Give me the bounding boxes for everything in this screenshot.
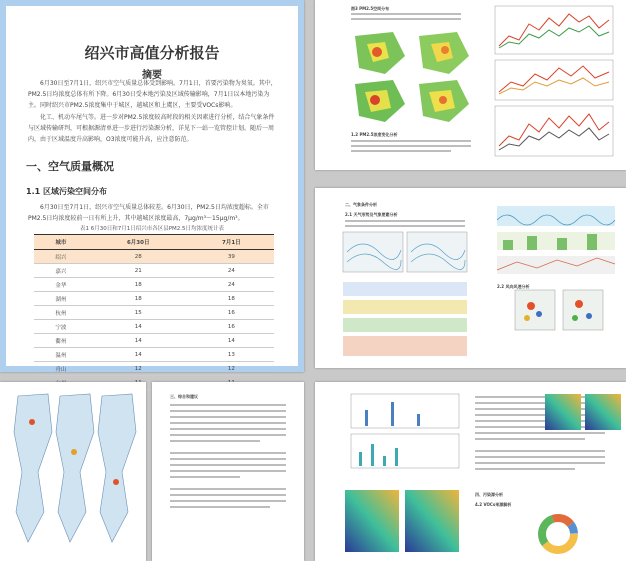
report-page-6[interactable]	[315, 382, 626, 561]
cell-city: 湖州	[34, 292, 88, 306]
cell-value: 16	[189, 320, 274, 334]
pm25-table	[34, 234, 274, 390]
bar-charts-figure	[351, 394, 461, 474]
donut-chart	[523, 510, 593, 558]
table-header-row	[34, 235, 274, 250]
cell-city: 嘉兴	[34, 264, 88, 278]
map-panel	[355, 80, 405, 122]
cell-value: 14	[88, 334, 189, 348]
map-panel	[419, 80, 469, 122]
page2-section-text: 1.2 PM2.5浓度变化分析	[351, 132, 398, 137]
table-caption: 表1 6月30日和7月1日绍兴市各区县PM2.5日均浓度统计表	[79, 226, 225, 232]
page2-header-text: 图3 PM2.5空间分布	[351, 6, 390, 11]
section-1-heading: 一、空气质量概况	[26, 160, 114, 173]
cell-value: 12	[88, 362, 189, 376]
table-row	[34, 306, 274, 320]
section-1-1-heading: 1.1 区域污染空间分布	[26, 187, 107, 196]
page7-sub-text: 4.2 VOCs来源解析	[475, 502, 512, 507]
cell-value: 39	[189, 250, 274, 264]
cell-city: 绍兴	[34, 250, 88, 264]
report-page-3[interactable]	[315, 188, 626, 368]
map-panel	[419, 32, 469, 74]
page3-sub-text: 2.1 天气形势及气象要素分析	[345, 212, 398, 217]
page3-section-text: 二、气象条件分析	[345, 202, 377, 207]
table-row	[34, 320, 274, 334]
regional-maps-figure	[8, 392, 138, 552]
table-row	[34, 348, 274, 362]
map-panel	[355, 32, 405, 74]
table-row	[34, 264, 274, 278]
abstract-heading: 摘要	[142, 70, 162, 81]
table-header-jul1: 7月1日	[189, 235, 274, 250]
report-title: 绍兴市高值分析报告	[84, 44, 220, 62]
report-page-4[interactable]	[0, 382, 146, 561]
cell-value: 14	[88, 320, 189, 334]
cell-value: 28	[88, 250, 189, 264]
cell-value: 18	[88, 278, 189, 292]
section-1-1-paragraph: 6月30日至7月1日，绍兴市空气质量总体较差。6月30日，PM2.5日均浓度超标。全市PM2.5日均浓度较前一日有所上升，其中越城区浓度最高，7μg/m³～15μg/m³。	[28, 204, 269, 222]
cell-value: 14	[189, 334, 274, 348]
weather-figure	[343, 232, 469, 360]
cell-city: 温州	[34, 348, 88, 362]
cell-value: 16	[189, 306, 274, 320]
table-row	[34, 278, 274, 292]
cell-value: 18	[88, 292, 189, 306]
table-row	[34, 362, 274, 376]
isopleth-figure	[345, 490, 461, 554]
cell-city: 杭州	[34, 306, 88, 320]
abstract-paragraph-1: 6月30日至7月1日，绍兴市空气质量总体受到影响。7月1日，首要污染物为臭氧。其中，PM2.5日均浓度总体有所下降。6月30日受本地污染及区域传输影响，7月1日以本地污染为主。同时绍兴市PM2.5浓度集中于城区，越城区和上虞区，主要受VOCs影响。	[28, 80, 277, 109]
cell-value: 15	[88, 306, 189, 320]
report-page-1[interactable]	[0, 0, 304, 372]
table-row	[34, 334, 274, 348]
cell-value: 13	[189, 348, 274, 362]
cell-value: 14	[88, 348, 189, 362]
abstract-paragraph-2: 化工、机动车尾气等。进一步对PM2.5浓度较高时段的相关因素进行分析，结合气象条件与区域传输研判，可根据源清单进一步进行污染源分析，详见下一站一览管控计划。随后一周内，由于区域温度升高影响，O3浓度可能升高，应注意防范。	[28, 114, 275, 143]
cell-value: 18	[189, 292, 274, 306]
cell-city: 金华	[34, 278, 88, 292]
page4-sub-text: 2.2 风向风速分析	[497, 284, 530, 289]
cell-city: 宁波	[34, 320, 88, 334]
line-charts-figure	[495, 6, 615, 164]
cell-value: 21	[88, 264, 189, 278]
table-row	[34, 250, 274, 264]
map-grid-figure	[345, 26, 475, 126]
page7-section-text: 四、污染源分析	[475, 492, 503, 497]
cell-value: 24	[189, 264, 274, 278]
report-page-5[interactable]	[152, 382, 304, 561]
cell-city: 舟山	[34, 362, 88, 376]
table-header-city: 城市	[34, 235, 88, 250]
cell-value: 24	[189, 278, 274, 292]
cell-value: 12	[189, 362, 274, 376]
cell-city: 衢州	[34, 334, 88, 348]
table-row	[34, 292, 274, 306]
heatmap-figure	[545, 394, 625, 454]
table-header-jun30: 6月30日	[88, 235, 189, 250]
report-page-2[interactable]	[315, 0, 626, 170]
page5-section-text: 三、综合和建议	[170, 394, 198, 399]
